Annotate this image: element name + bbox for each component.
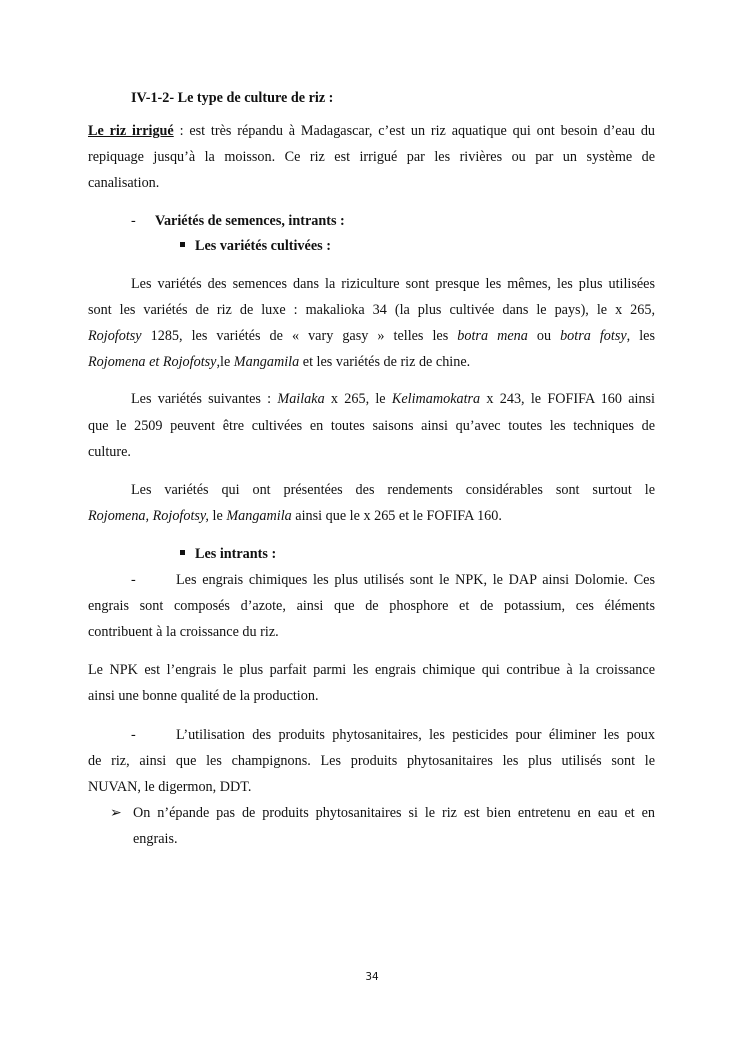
- text: Les variétés cultivées :: [195, 238, 331, 254]
- subsection-title-varietes: Variétés de semences, intrants :: [155, 213, 345, 229]
- text: , les: [626, 328, 655, 344]
- sub-bullet-intrants: [180, 545, 480, 563]
- text: Mangamila: [233, 354, 300, 370]
- paragraph-riz-irrigue-line-3: canalisation.: [88, 175, 160, 191]
- paragraph-varietes-suivantes-line-2: que le 2509 peuvent être cultivées en toutes saisons ainsi qu’avec toutes les techniques de: [88, 418, 655, 434]
- paragraph-varietes-suivantes-line-1: [131, 390, 655, 408]
- paragraph-varietes-line-4: [88, 353, 655, 371]
- paragraph-phytosanitaires-line-2: de riz, ainsi que les champignons. Les produits phytosanitaires les plus utilisés sont le: [88, 753, 655, 769]
- paragraph-phytosanitaires-line-1: L’utilisation des produits phytosanitaires, les pesticides pour éliminer les poux: [176, 727, 655, 743]
- paragraph-varietes-suivantes-line-3: culture.: [88, 444, 131, 460]
- page-number: 34: [365, 971, 379, 983]
- paragraph-varietes-line-1: Les variétés des semences dans la riziculture sont presque les mêmes, les plus utilisées: [131, 276, 655, 292]
- paragraph-varietes-line-3: [88, 327, 655, 345]
- paragraph-riz-irrigue-line-2: repiquage jusqu’à la moisson. Ce riz est irrigué par les rivières ou par un système de: [88, 149, 655, 165]
- paragraph-npk-line-2: ainsi une bonne qualité de la production.: [88, 688, 319, 704]
- text: botra mena: [457, 328, 528, 344]
- text: Rojomena et Rojofotsy: [88, 354, 217, 370]
- paragraph-engrais-line-3: contribuent à la croissance du riz.: [88, 624, 279, 640]
- arrow-bullet-icon: ➢: [110, 805, 122, 821]
- text: x 243, le FOFIFA 160 ainsi: [480, 391, 655, 407]
- text: botra fotsy: [560, 328, 627, 344]
- text: Les variétés suivantes :: [131, 391, 278, 407]
- text: Rojomena, Rojofotsy,: [88, 508, 209, 524]
- dash-marker: -: [131, 572, 136, 588]
- square-bullet-icon: [180, 242, 185, 247]
- paragraph-phytosanitaires-line-3: NUVAN, le digermon, DDT.: [88, 779, 252, 795]
- bullet-text-line-1: On n’épande pas de produits phytosanitaires si le riz est bien entretenu en eau et en: [133, 805, 655, 821]
- paragraph-rendements-line-1: Les variétés qui ont présentées des rendements considérables sont surtout le: [131, 482, 655, 498]
- text: Mangamila: [226, 508, 292, 524]
- paragraph-npk-line-1: Le NPK est l’engrais le plus parfait parmi les engrais chimique qui contribue à la croissance: [88, 662, 655, 678]
- text: ainsi que le x 265 et le FOFIFA 160.: [291, 508, 502, 524]
- paragraph-varietes-line-2: sont les variétés de riz de luxe : makalioka 34 (la plus cultivée dans le pays), le x 265,: [88, 302, 655, 318]
- paragraph-engrais-line-1: Les engrais chimiques les plus utilisés sont le NPK, le DAP ainsi Dolomie. Ces: [176, 572, 655, 588]
- dash-marker: -: [131, 213, 136, 229]
- text: : est très répandu à Madagascar, c’est un riz aquatique qui ont besoin d’eau du: [173, 123, 655, 139]
- text: ,le: [216, 354, 234, 370]
- text: ou: [527, 328, 561, 344]
- text: Kelimamokatra: [391, 391, 481, 407]
- square-bullet-icon: [180, 550, 185, 555]
- text: et les variétés de riz de chine.: [299, 354, 471, 370]
- dash-marker: -: [131, 727, 136, 743]
- bullet-text-line-2: engrais.: [133, 831, 178, 847]
- paragraph-rendements-line-2: [88, 507, 655, 525]
- text: Les intrants :: [195, 546, 277, 562]
- paragraph-engrais-line-2: engrais sont composés d’azote, ainsi que de phosphore et de potassium, ces éléments: [88, 598, 655, 614]
- paragraph-riz-irrigue-line-1: [88, 122, 655, 140]
- text: le: [208, 508, 227, 524]
- sub-bullet-varietes-cultivees: [180, 237, 480, 255]
- text: 1285, les variétés de « vary gasy » telles les: [141, 328, 458, 344]
- term-riz-irrigue: Le riz irrigué: [88, 123, 174, 139]
- text: x 265, le: [324, 391, 392, 407]
- section-heading: IV-1-2- Le type de culture de riz :: [131, 90, 334, 106]
- text: Rojofotsy: [88, 328, 142, 344]
- text: Mailaka: [277, 391, 325, 407]
